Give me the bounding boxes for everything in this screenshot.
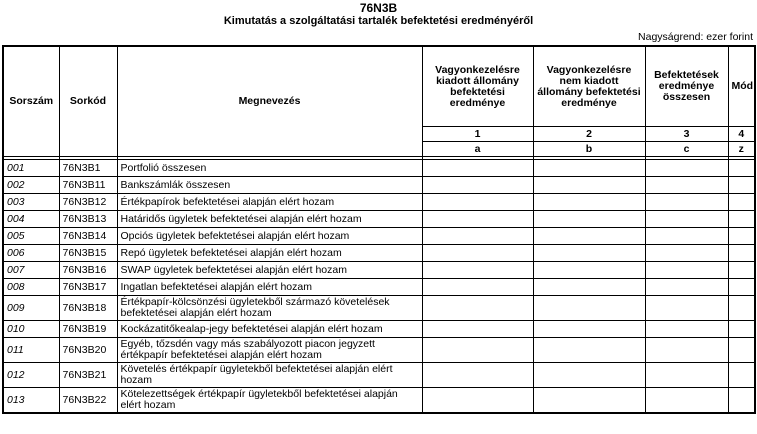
- table-row: [3, 363, 755, 388]
- value-cell[interactable]: [422, 363, 533, 388]
- col-number: 4: [728, 127, 755, 142]
- table-row: [3, 279, 755, 296]
- row-sorkod: 76N3B12: [59, 194, 117, 211]
- row-megnevezes: Értékpapír-kölcsönzési ügyletekből származó követelések befektetései alapján elért hozam: [117, 296, 422, 321]
- table-row: [3, 160, 755, 177]
- value-cell[interactable]: [422, 262, 533, 279]
- value-cell[interactable]: [728, 177, 755, 194]
- value-cell[interactable]: [645, 262, 728, 279]
- row-sorkod: 76N3B20: [59, 338, 117, 363]
- value-cell[interactable]: [728, 194, 755, 211]
- row-sorkod: 76N3B19: [59, 321, 117, 338]
- col-header-1: Vagyonkezelésre kiadott állomány befektetési eredménye: [422, 46, 533, 127]
- row-sorszam: 003: [3, 194, 59, 211]
- table-row: [3, 194, 755, 211]
- value-cell[interactable]: [645, 279, 728, 296]
- row-sorszam: 004: [3, 211, 59, 228]
- value-cell[interactable]: [422, 388, 533, 414]
- col-header-2: Vagyonkezelésre nem kiadott állomány befektetési eredménye: [533, 46, 645, 127]
- table-row: [3, 262, 755, 279]
- col-letter: a: [422, 142, 533, 157]
- value-cell[interactable]: [533, 338, 645, 363]
- value-cell[interactable]: [422, 194, 533, 211]
- value-cell[interactable]: [645, 228, 728, 245]
- value-cell[interactable]: [533, 388, 645, 414]
- row-megnevezes: Kötelezettségek értékpapír ügyletekből befektetései alapján elért hozam: [117, 388, 422, 414]
- value-cell[interactable]: [645, 177, 728, 194]
- value-cell[interactable]: [645, 296, 728, 321]
- row-sorkod: 76N3B13: [59, 211, 117, 228]
- row-sorkod: 76N3B1: [59, 160, 117, 177]
- row-sorkod: 76N3B21: [59, 363, 117, 388]
- value-cell[interactable]: [645, 194, 728, 211]
- value-cell[interactable]: [728, 211, 755, 228]
- row-megnevezes: Határidős ügyletek befektetései alapján elért hozam: [117, 211, 422, 228]
- value-cell[interactable]: [533, 194, 645, 211]
- row-sorszam: 007: [3, 262, 59, 279]
- value-cell[interactable]: [533, 177, 645, 194]
- value-cell[interactable]: [728, 160, 755, 177]
- row-sorszam: 005: [3, 228, 59, 245]
- row-sorkod: 76N3B15: [59, 245, 117, 262]
- row-sorkod: 76N3B17: [59, 279, 117, 296]
- value-cell[interactable]: [533, 160, 645, 177]
- col-header-sorkod: Sorkód: [59, 46, 117, 157]
- value-cell[interactable]: [422, 338, 533, 363]
- value-cell[interactable]: [533, 321, 645, 338]
- value-cell[interactable]: [533, 279, 645, 296]
- value-cell[interactable]: [533, 245, 645, 262]
- table-row: [3, 228, 755, 245]
- value-cell[interactable]: [422, 279, 533, 296]
- row-sorkod: 76N3B22: [59, 388, 117, 414]
- value-cell[interactable]: [728, 296, 755, 321]
- row-megnevezes: Értékpapírok befektetései alapján elért hozam: [117, 194, 422, 211]
- col-letter: b: [533, 142, 645, 157]
- col-header-4: Mód: [728, 46, 755, 127]
- row-sorszam: 008: [3, 279, 59, 296]
- table-row: [3, 388, 755, 414]
- value-cell[interactable]: [422, 245, 533, 262]
- value-cell[interactable]: [728, 228, 755, 245]
- value-cell[interactable]: [422, 296, 533, 321]
- col-number: 1: [422, 127, 533, 142]
- row-sorszam: 013: [3, 388, 59, 414]
- value-cell[interactable]: [422, 160, 533, 177]
- value-cell[interactable]: [422, 177, 533, 194]
- table-body: [3, 157, 755, 414]
- col-header-3: Befektetések eredménye összesen: [645, 46, 728, 127]
- value-cell[interactable]: [533, 363, 645, 388]
- value-cell[interactable]: [728, 262, 755, 279]
- row-sorszam: 002: [3, 177, 59, 194]
- row-megnevezes: Portfolió összesen: [117, 160, 422, 177]
- value-cell[interactable]: [728, 321, 755, 338]
- value-cell[interactable]: [422, 321, 533, 338]
- value-cell[interactable]: [533, 296, 645, 321]
- value-cell[interactable]: [645, 321, 728, 338]
- value-cell[interactable]: [645, 160, 728, 177]
- value-cell[interactable]: [645, 338, 728, 363]
- report-table: [2, 45, 756, 414]
- row-megnevezes: SWAP ügyletek befektetései alapján elért hozam: [117, 262, 422, 279]
- value-cell[interactable]: [645, 388, 728, 414]
- row-megnevezes: Követelés értékpapír ügyletekből befektetései alapján elért hozam: [117, 363, 422, 388]
- value-cell[interactable]: [422, 211, 533, 228]
- col-letter: z: [728, 142, 755, 157]
- value-cell[interactable]: [728, 279, 755, 296]
- value-cell[interactable]: [645, 211, 728, 228]
- form-title: Kimutatás a szolgáltatási tartalék befektetési eredményéről: [223, 15, 534, 27]
- unit-label: Nagyságrend: ezer forint: [638, 31, 753, 43]
- value-cell[interactable]: [533, 211, 645, 228]
- value-cell[interactable]: [728, 388, 755, 414]
- value-cell[interactable]: [728, 245, 755, 262]
- value-cell[interactable]: [728, 338, 755, 363]
- form-code: 76N3B: [359, 1, 398, 15]
- row-sorszam: 011: [3, 338, 59, 363]
- row-sorkod: 76N3B14: [59, 228, 117, 245]
- col-letter: c: [645, 142, 728, 157]
- value-cell[interactable]: [533, 228, 645, 245]
- table-row: [3, 296, 755, 321]
- row-sorszam: 009: [3, 296, 59, 321]
- col-header-megnevezes: Megnevezés: [117, 46, 422, 157]
- value-cell[interactable]: [728, 363, 755, 388]
- row-sorszam: 006: [3, 245, 59, 262]
- row-sorszam: 010: [3, 321, 59, 338]
- table-row: [3, 338, 755, 363]
- value-cell[interactable]: [645, 245, 728, 262]
- row-sorszam: 012: [3, 363, 59, 388]
- col-number: 3: [645, 127, 728, 142]
- table-row: [3, 177, 755, 194]
- col-header-sorszam: Sorszám: [3, 46, 59, 157]
- row-megnevezes: Opciós ügyletek befektetései alapján elért hozam: [117, 228, 422, 245]
- table-row: [3, 321, 755, 338]
- row-megnevezes: Ingatlan befektetései alapján elért hozam: [117, 279, 422, 296]
- row-sorkod: 76N3B16: [59, 262, 117, 279]
- value-cell[interactable]: [533, 262, 645, 279]
- row-sorszam: 001: [3, 160, 59, 177]
- row-megnevezes: Egyéb, tőzsdén vagy más szabályozott piacon jegyzett értékpapír befektetései alapján elért hozam: [117, 338, 422, 363]
- row-sorkod: 76N3B11: [59, 177, 117, 194]
- row-megnevezes: Kockázatitőkealap-jegy befektetései alapján elért hozam: [117, 321, 422, 338]
- col-number: 2: [533, 127, 645, 142]
- row-megnevezes: Bankszámlák összesen: [117, 177, 422, 194]
- table-row: [3, 211, 755, 228]
- table-row: [3, 245, 755, 262]
- value-cell[interactable]: [422, 228, 533, 245]
- row-megnevezes: Repó ügyletek befektetései alapján elért hozam: [117, 245, 422, 262]
- value-cell[interactable]: [645, 363, 728, 388]
- row-sorkod: 76N3B18: [59, 296, 117, 321]
